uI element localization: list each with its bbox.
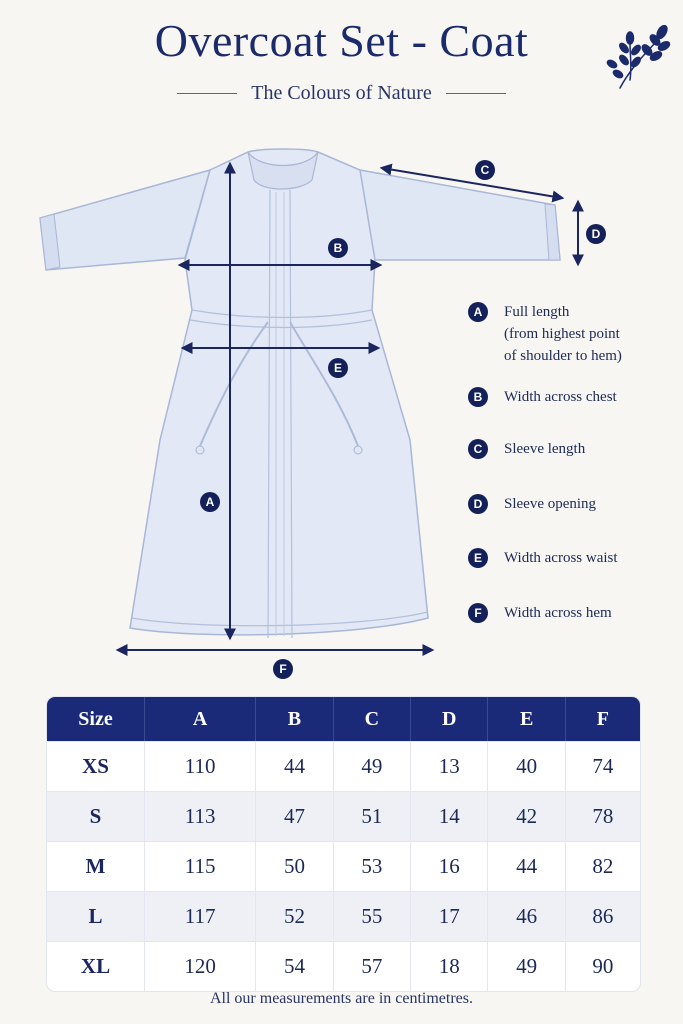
table-cell: 78 (566, 791, 640, 841)
svg-text:E: E (333, 361, 343, 375)
legend-label-a-note-2: of shoulder to hem) (504, 348, 622, 364)
footer-note: All our measurements are in centimetres. (209, 990, 473, 1007)
table-cell: 52 (256, 891, 333, 941)
legend-label-e: Width across waist (504, 550, 618, 566)
legend-label-d: Sleeve opening (504, 496, 597, 512)
legend-item-d (468, 494, 596, 515)
svg-text:F: F (279, 662, 287, 676)
legend-item-c (468, 439, 585, 460)
table-cell: 18 (411, 941, 488, 991)
diagram-badge-b (328, 238, 348, 258)
size-cell: L (47, 891, 145, 941)
svg-text:A: A (205, 495, 215, 509)
legend-badge-b: B (468, 387, 488, 407)
size-table (47, 697, 640, 991)
table-cell: 44 (488, 841, 565, 891)
legend-item-f (468, 603, 612, 624)
table-cell: 42 (488, 791, 565, 841)
legend-item-a (468, 302, 622, 367)
table-row (47, 891, 640, 941)
legend-badge-f: F (468, 603, 488, 623)
size-cell: XS (47, 741, 145, 791)
table-cell: 82 (566, 841, 640, 891)
table-cell: 74 (566, 741, 640, 791)
header-d: D (411, 697, 488, 741)
table-cell: 46 (488, 891, 565, 941)
table-cell: 14 (411, 791, 488, 841)
legend-badge-d: D (468, 494, 488, 514)
diagram-badge-e (328, 358, 348, 378)
page-subtitle: The Colours of Nature (251, 82, 432, 104)
size-cell: S (47, 791, 145, 841)
diagram-badge-a (200, 492, 220, 512)
header-e: E (488, 697, 565, 741)
header-size: Size (47, 697, 145, 741)
table-cell: 13 (411, 741, 488, 791)
page-title: Overcoat Set - Coat (154, 15, 529, 66)
table-row (47, 841, 640, 891)
diagram-badge-f (273, 659, 293, 679)
table-cell: 16 (411, 841, 488, 891)
table-cell: 90 (566, 941, 640, 991)
table-cell: 17 (411, 891, 488, 941)
svg-text:D: D (591, 227, 601, 241)
table-cell: 53 (334, 841, 411, 891)
table-cell: 54 (256, 941, 333, 991)
table-cell: 86 (566, 891, 640, 941)
legend-label-b: Width across chest (504, 389, 617, 405)
table-cell: 113 (145, 791, 256, 841)
table-cell: 40 (488, 741, 565, 791)
table-cell: 50 (256, 841, 333, 891)
svg-text:B: B (333, 241, 343, 255)
legend-item-b (468, 387, 617, 408)
table-cell: 49 (334, 741, 411, 791)
coat-diagram (0, 140, 683, 680)
subtitle-rule-right (446, 93, 506, 94)
table-cell: 120 (145, 941, 256, 991)
table-row (47, 941, 640, 991)
legend-label-f: Width across hem (504, 605, 612, 621)
table-cell: 117 (145, 891, 256, 941)
table-header-row (47, 697, 640, 741)
legend-item-e (468, 548, 618, 569)
header-c: C (334, 697, 411, 741)
table-cell: 110 (145, 741, 256, 791)
legend-badge-a: A (468, 302, 488, 322)
table-cell: 44 (256, 741, 333, 791)
header-b: B (256, 697, 333, 741)
header-f: F (566, 697, 640, 741)
header-a: A (145, 697, 256, 741)
svg-text:C: C (480, 163, 490, 177)
subtitle-row (0, 82, 683, 105)
size-cell: M (47, 841, 145, 891)
table-row (47, 791, 640, 841)
legend-label-a: Full length (504, 304, 570, 320)
table-cell: 115 (145, 841, 256, 891)
legend-badge-e: E (468, 548, 488, 568)
table-cell: 49 (488, 941, 565, 991)
legend-badge-c: C (468, 439, 488, 459)
table-cell: 55 (334, 891, 411, 941)
table-cell: 57 (334, 941, 411, 991)
table-cell: 47 (256, 791, 333, 841)
diagram-badge-d (586, 224, 606, 244)
leaf-branch-icon (600, 18, 672, 90)
subtitle-rule-left (177, 93, 237, 94)
legend-label-a-note-1: (from highest point (504, 326, 620, 342)
legend-label-c: Sleeve length (504, 441, 586, 457)
table-cell: 51 (334, 791, 411, 841)
size-cell: XL (47, 941, 145, 991)
diagram-badge-c (475, 160, 495, 180)
table-row (47, 741, 640, 791)
